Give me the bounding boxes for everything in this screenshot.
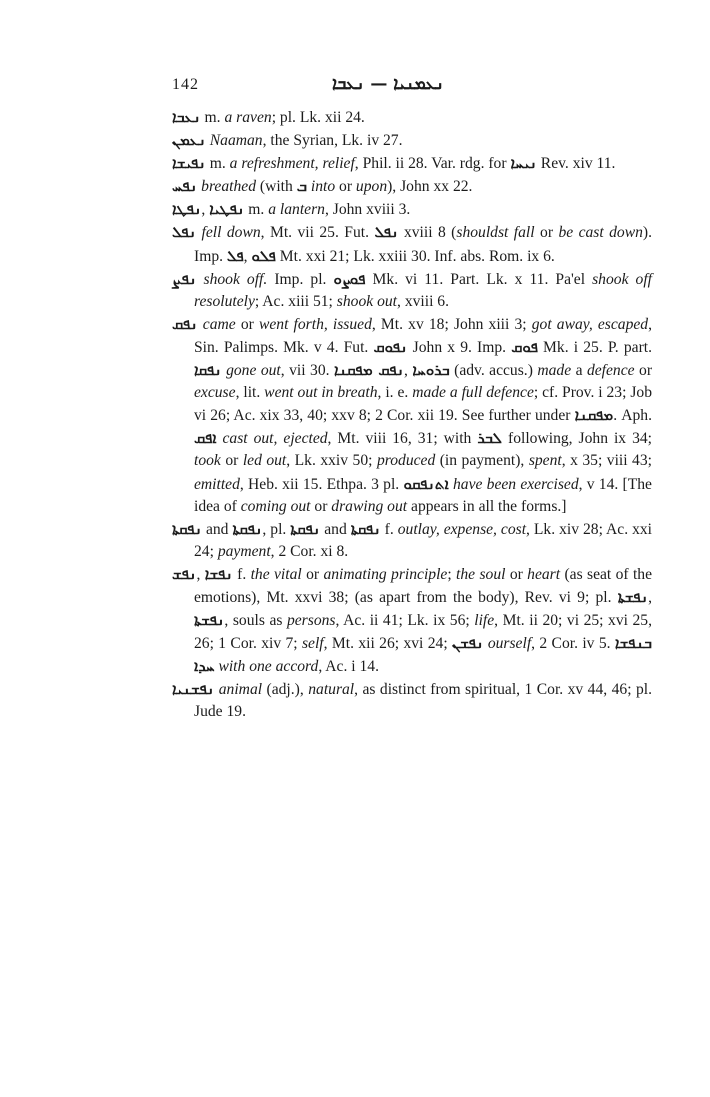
syriac-word: ܢܦܫܢ: [452, 634, 484, 653]
gloss-italic: led out: [242, 452, 287, 470]
entry-text: Mt. xxi 21; Lk. xxiii 30. Inf. abs. Rom. ix 6.: [275, 247, 555, 265]
syriac-word: ܢܥܡܢ: [172, 131, 206, 150]
gloss-italic: self: [301, 635, 324, 653]
entry-text: , Mt. xii 26; xvi 24;: [323, 635, 453, 653]
dictionary-entry: [172, 175, 652, 198]
entry-text: . Aph.: [613, 407, 652, 425]
entry-text: , pl.: [262, 520, 291, 538]
entry-text: ), John xx 22.: [387, 178, 473, 196]
entry-text: , 2 Cor. iv 5.: [531, 635, 615, 653]
entry-text: Rev. xiv 11.: [536, 155, 616, 173]
gloss-italic: Naaman: [209, 132, 263, 150]
gloss-italic: excuse: [194, 384, 236, 402]
entry-text: or: [634, 362, 653, 380]
gloss-italic: a lantern: [268, 201, 325, 219]
entry-text: , Sin. Palimps. Mk. v 4. Fut.: [194, 315, 653, 356]
gloss-italic: with one accord: [218, 658, 319, 676]
syriac-word: ܢܦܩܐ: [194, 361, 222, 380]
entry-text: , 2 Cor. xi 8.: [270, 542, 349, 560]
gloss-italic: went out in breath: [264, 384, 378, 402]
dictionary-entry: [172, 152, 652, 175]
gloss-italic: cast out, ejected: [222, 430, 328, 448]
syriac-word: ܢܦܘܩ: [373, 337, 408, 356]
entry-text: ; cf. Prov. i 23; Job vi 26; Ac. xix 33, 40; xxv 8; 2 Cor. xii 19. See further under: [194, 384, 652, 425]
gloss-italic: defence: [586, 362, 635, 380]
syriac-word: ܢܦܫܢܝܐ: [172, 680, 215, 699]
entry-text: m.: [205, 155, 230, 173]
gloss-italic: life: [474, 612, 495, 630]
gloss-italic: a raven: [224, 109, 272, 126]
syriac-word: ܐܦܩ: [194, 429, 217, 448]
gloss-italic: animating principle: [323, 565, 448, 583]
syriac-word: ܒܪܘܚܐ: [412, 361, 450, 380]
gloss-italic: gone out: [226, 362, 281, 380]
entry-text: , as distinct from spiritual, 1 Cor. xv 44, 46; pl. Jude 19.: [194, 681, 653, 721]
entry-text: Imp. pl.: [267, 270, 334, 288]
syriac-word: ܢܦܫܬܐ: [617, 587, 649, 606]
gloss-italic: ourself: [487, 635, 532, 653]
entry-text: ,: [201, 201, 210, 219]
syriac-word: ܦܠܘ: [251, 246, 276, 265]
entry-text: Mk. vi 11. Part. Lk. x 11. Pa'el: [365, 270, 593, 288]
entry-text: , x 35; viii 43;: [561, 452, 652, 470]
entry-text: following, John ix 34;: [502, 430, 652, 448]
entry-text: (in payment),: [435, 452, 529, 470]
dictionary-entry: [172, 198, 652, 221]
gloss-italic: came: [202, 315, 236, 333]
gloss-italic: breathed: [201, 178, 256, 196]
entry-text: , v 14. [The idea of: [194, 475, 652, 515]
gloss-italic: natural: [308, 681, 355, 699]
gloss-italic: shouldst fall: [456, 224, 535, 242]
entry-text: , the Syrian, Lk. iv 27.: [262, 132, 403, 150]
running-head: ܢܥܡܢܝܐ — ܢܥܒܐ: [332, 74, 444, 94]
gloss-italic: made: [537, 362, 572, 380]
entry-text: appears in all the forms.]: [407, 497, 567, 515]
entry-text: , Ac. ii 41; Lk. ix 56;: [335, 612, 475, 630]
entry-text: a: [571, 362, 587, 380]
gloss-italic: have been exercised: [452, 475, 579, 493]
gloss-italic: outlay, expense, cost: [397, 520, 527, 538]
syriac-word: ܠܒܪ: [477, 429, 503, 448]
syriac-word: ܢܥܒܐ: [172, 108, 201, 126]
syriac-word: ܢܦܩܬܐ: [232, 519, 263, 538]
entry-text: or: [220, 452, 243, 470]
entry-text: , Ac. i 14.: [318, 658, 379, 676]
entry-text: or: [235, 315, 259, 333]
entry-list: [172, 106, 652, 724]
gloss-italic: spent: [528, 452, 562, 470]
gloss-italic: persons: [286, 612, 336, 630]
gloss-italic: payment: [217, 542, 271, 560]
entry-text: ,: [196, 565, 205, 583]
syriac-word: ܢܦܫ: [172, 564, 197, 583]
syriac-word: ܢܦܩܬܐ: [172, 519, 202, 538]
gloss-italic: upon: [355, 178, 388, 196]
dictionary-entry: [172, 678, 652, 723]
syriac-word: ܢܦܚ: [172, 177, 198, 196]
entry-text: John x 9. Imp.: [407, 338, 512, 356]
entry-text: Mk. i 25. P. part.: [537, 338, 652, 356]
entry-text: or: [335, 178, 356, 196]
dictionary-entry: [172, 129, 652, 152]
entry-text: [196, 271, 203, 288]
entry-text: m.: [200, 109, 225, 126]
entry-text: ; Ac. xiii 51;: [254, 292, 337, 310]
syriac-word: ܢܦܛܝܐ: [209, 200, 245, 219]
syriac-word: ܦܠ: [226, 246, 244, 265]
entry-text: f.: [232, 565, 251, 583]
gloss-italic: took: [194, 452, 221, 470]
entry-text: and: [201, 520, 233, 538]
entry-text: and: [320, 520, 351, 538]
dictionary-entry: [172, 106, 652, 129]
dictionary-entry: [172, 563, 652, 678]
entry-text: , Mt. viii 16, 31; with: [327, 430, 478, 448]
dictionary-entry: [172, 313, 652, 518]
dictionary-entry: [172, 268, 652, 313]
entry-text: ,: [243, 247, 252, 265]
dictionary-entry: [172, 518, 652, 563]
gloss-italic: made a full defence: [412, 384, 534, 402]
entry-text: , Heb. xii 15. Ethpa. 3 pl.: [239, 475, 404, 493]
gloss-italic: be cast down: [558, 224, 643, 242]
syriac-word: ܢܦܛܐ: [172, 200, 202, 219]
gloss-italic: heart: [527, 565, 561, 583]
page-header: [172, 76, 652, 98]
syriac-word: ܢܦܩ: [172, 314, 198, 333]
syriac-word: ܢܦܠ: [374, 223, 399, 242]
entry-text: , xviii 6.: [397, 292, 449, 310]
entry-text: , John xviii 3.: [324, 201, 411, 219]
syriac-word: ܢܦܫܐ: [204, 564, 233, 583]
gloss-italic: fell down: [201, 224, 261, 242]
entry-text: (adv. accus.): [449, 362, 538, 380]
gloss-italic: shook out: [336, 292, 398, 310]
entry-text: , i. e.: [377, 384, 413, 402]
entry-text: (with: [256, 178, 297, 196]
syriac-word: ܦܘܨܘ: [333, 269, 366, 288]
dictionary-entry: [172, 221, 652, 267]
entry-text: , Mt. xv 18; John xiii 3;: [371, 315, 532, 333]
entry-text: , Phil. ii 28. Var. rdg. for: [354, 155, 511, 173]
entry-text: , Lk. xxiv 50;: [286, 452, 377, 470]
gloss-italic: got away, escaped: [531, 315, 649, 333]
entry-text: ,: [648, 588, 652, 606]
entry-text: , lit.: [235, 384, 265, 402]
syriac-word: ܢܦܫܬܐ: [194, 611, 225, 630]
entry-text: ,: [404, 362, 413, 380]
gloss-italic: coming out: [240, 497, 311, 515]
gloss-italic: shook off resolutely: [194, 270, 652, 310]
entry-text: m.: [244, 201, 269, 219]
entry-text: , Lk. xiv 28; Ac. xxi 24;: [194, 520, 652, 560]
syriac-word: ܢܝܚܐ: [510, 154, 537, 173]
syriac-word: ܒ: [296, 177, 307, 196]
gloss-italic: emitted: [194, 475, 240, 493]
syriac-word: ܢܦܝܫܐ: [172, 154, 206, 173]
entry-text: , souls as: [224, 612, 287, 630]
syriac-word: ܡܦܩܢܐ: [574, 406, 614, 425]
entry-text: (as seat of the emotions), Mt. xxvi 38; (as apart from the body), Rev. vi 9; pl.: [194, 565, 652, 606]
gloss-italic: into: [310, 178, 336, 196]
syriac-word: ܢܦܨ: [172, 269, 197, 288]
gloss-italic: shook off.: [203, 270, 268, 288]
entry-text: or: [310, 497, 332, 515]
syriac-word: ܢܦܩܬܐ: [350, 519, 381, 538]
gloss-italic: the soul: [456, 565, 506, 583]
syriac-word: ܦܘܩ: [511, 337, 538, 356]
gloss-italic: drawing out: [331, 497, 408, 515]
entry-text: f.: [380, 520, 398, 538]
entry-text: xviii 8 (: [398, 224, 457, 242]
entry-text: ; pl. Lk. xii 24.: [271, 109, 365, 126]
syriac-word: ܐܬܢܦܩܘ: [403, 474, 449, 493]
entry-text: , vii 30.: [280, 362, 334, 380]
entry-text: , Mt. ii 20; vi 25; xvi 25, 26; 1 Cor. xiv 7;: [194, 612, 652, 653]
syriac-word: ܒܢܦܫܐ ܚܕܐ: [194, 634, 652, 676]
entry-text: ;: [447, 565, 457, 583]
syriac-word: ܢܦܠ: [172, 223, 197, 242]
gloss-italic: the vital: [250, 565, 302, 583]
entry-text: (adj.),: [262, 681, 309, 699]
page-number: 142: [172, 76, 199, 93]
gloss-italic: animal: [218, 681, 263, 699]
entry-text: or: [505, 565, 528, 583]
gloss-italic: produced: [376, 452, 436, 470]
syriac-word: ܢܦܩܬܐ: [290, 519, 321, 538]
entry-text: ). Imp.: [194, 224, 653, 265]
entry-text: or: [301, 565, 324, 583]
syriac-word: ܢܦܩ ܡܦܩܢܐ: [333, 361, 405, 380]
entry-text: , Mt. vii 25. Fut.: [260, 224, 375, 242]
gloss-italic: a refreshment, relief: [229, 155, 355, 173]
gloss-italic: went forth, issued: [258, 315, 372, 333]
entry-text: or: [534, 224, 559, 242]
